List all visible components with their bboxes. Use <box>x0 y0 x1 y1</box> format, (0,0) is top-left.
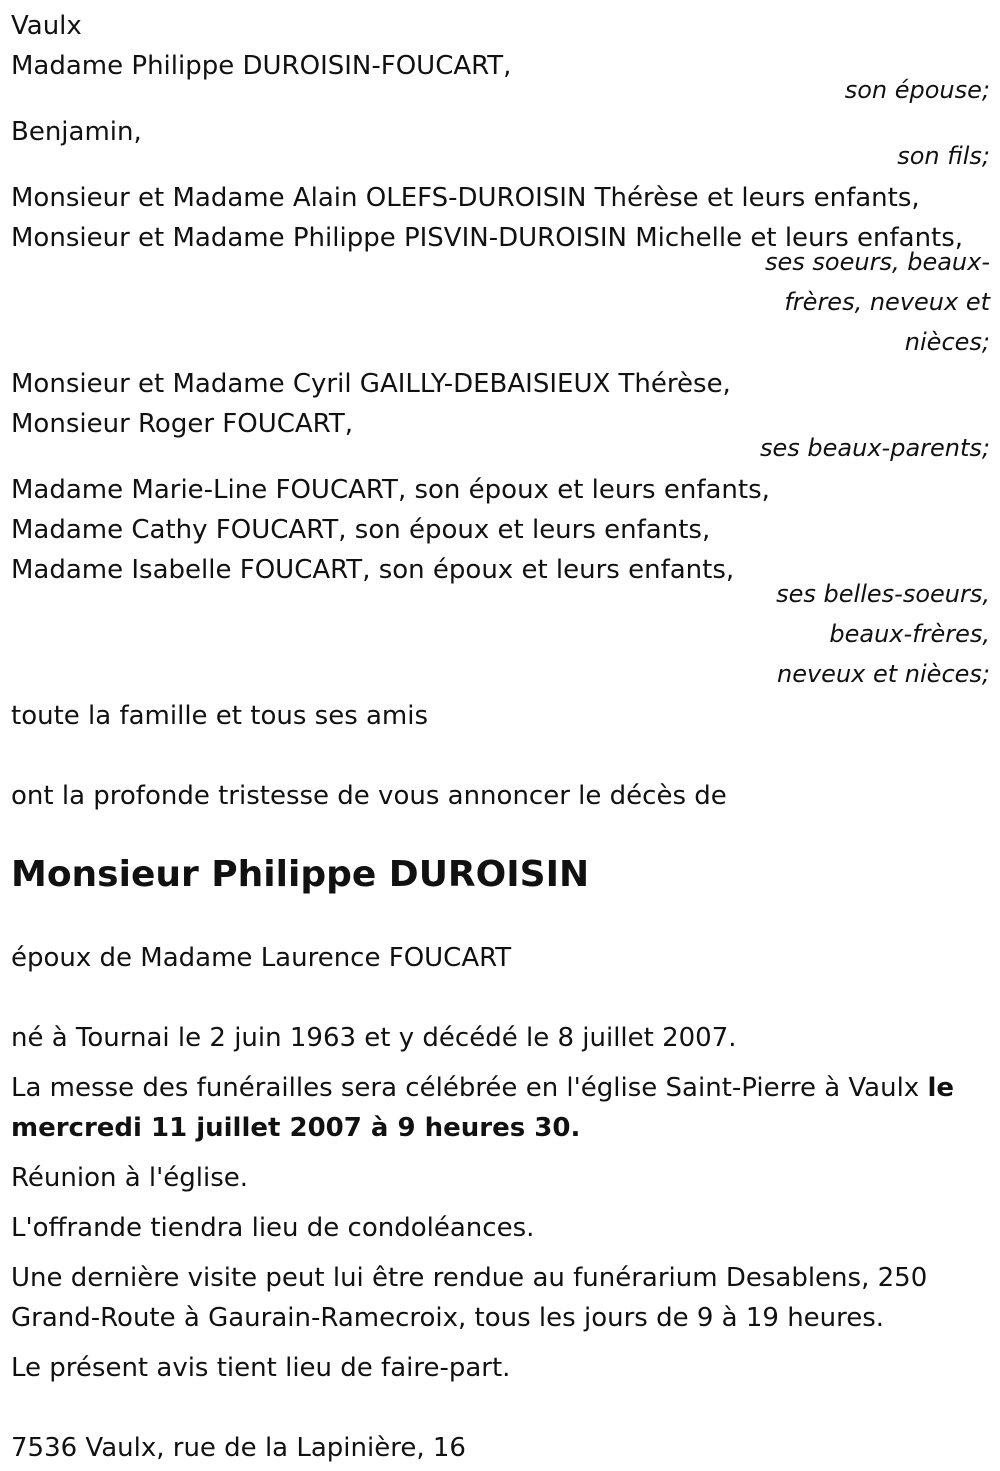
sisters-role-line-1: ses soeurs, beaux- <box>765 248 990 276</box>
sisters-role <box>11 242 990 362</box>
sister-in-law-line-1: Madame Marie-Line FOUCART, son époux et leurs enfants, <box>11 475 770 505</box>
notice-line: Le présent avis tient lieu de faire-part. <box>11 1353 511 1383</box>
offering-line: L'offrande tiendra lieu de condoléances. <box>11 1213 535 1243</box>
spacer <box>11 816 990 852</box>
inlaws-role: ses beaux-parents; <box>760 434 990 462</box>
son-role: son fils; <box>897 142 990 170</box>
spacer <box>11 1398 990 1428</box>
sister-in-law-line-2: Madame Cathy FOUCART, son époux et leurs enfants, <box>11 515 711 545</box>
spouse-role: son épouse; <box>844 76 990 104</box>
inlaws-line-1: Monsieur et Madame Cyril GAILLY-DEBAISIEUX Thérèse, <box>11 369 731 399</box>
address-line: 7536 Vaulx, rue de la Lapinière, 16 <box>11 1433 466 1463</box>
sister-in-law-line-3: Madame Isabelle FOUCART, son époux et leurs enfants, <box>11 555 735 585</box>
spacer <box>11 978 990 1018</box>
visit-paragraph: Une dernière visite peut lui être rendue au funérarium Desablens, 250 Grand-Route à Gaurain-Ramecroix, tous les jours de 9 à 19 heures. <box>11 1263 928 1333</box>
sister-line-1: Monsieur et Madame Alain OLEFS-DUROISIN Thérèse et leurs enfants, <box>11 183 920 213</box>
sisters-role-line-3: nièces; <box>904 328 990 356</box>
spouse-line: Madame Philippe DUROISIN-FOUCART, <box>11 51 512 81</box>
sil-role-line-1: ses belles-soeurs, <box>776 580 990 608</box>
all-family-line: toute la famille et tous ses amis <box>11 701 429 731</box>
sil-role-line-2: beaux-frères, <box>829 620 990 648</box>
spacer <box>11 898 990 938</box>
sisters-in-law-role <box>11 574 990 694</box>
village-name: Vaulx <box>11 11 82 41</box>
sil-role-line-3: neveux et nièces; <box>777 660 990 688</box>
meeting-line: Réunion à l'église. <box>11 1163 249 1193</box>
sister-line-2: Monsieur et Madame Philippe PISVIN-DUROISIN Michelle et leurs enfants, <box>11 223 964 253</box>
announcement-intro: ont la profonde tristesse de vous annoncer le décès de <box>11 781 727 811</box>
mass-paragraph <box>11 1068 981 1148</box>
mass-date: le mercredi 11 juillet 2007 à 9 heures 30. <box>11 1073 955 1143</box>
mass-text: La messe des funérailles sera célébrée en l'église Saint-Pierre à Vaulx <box>11 1073 928 1103</box>
birth-death-line: né à Tournai le 2 juin 1963 et y décédé le 8 juillet 2007. <box>11 1023 737 1053</box>
sisters-role-line-2: frères, neveux et <box>784 288 990 316</box>
spouse-of-line: époux de Madame Laurence FOUCART <box>11 943 512 973</box>
son-line: Benjamin, <box>11 117 142 147</box>
spacer <box>11 736 990 776</box>
inlaws-line-2: Monsieur Roger FOUCART, <box>11 409 353 439</box>
deceased-name: Monsieur Philippe DUROISIN <box>11 854 590 895</box>
